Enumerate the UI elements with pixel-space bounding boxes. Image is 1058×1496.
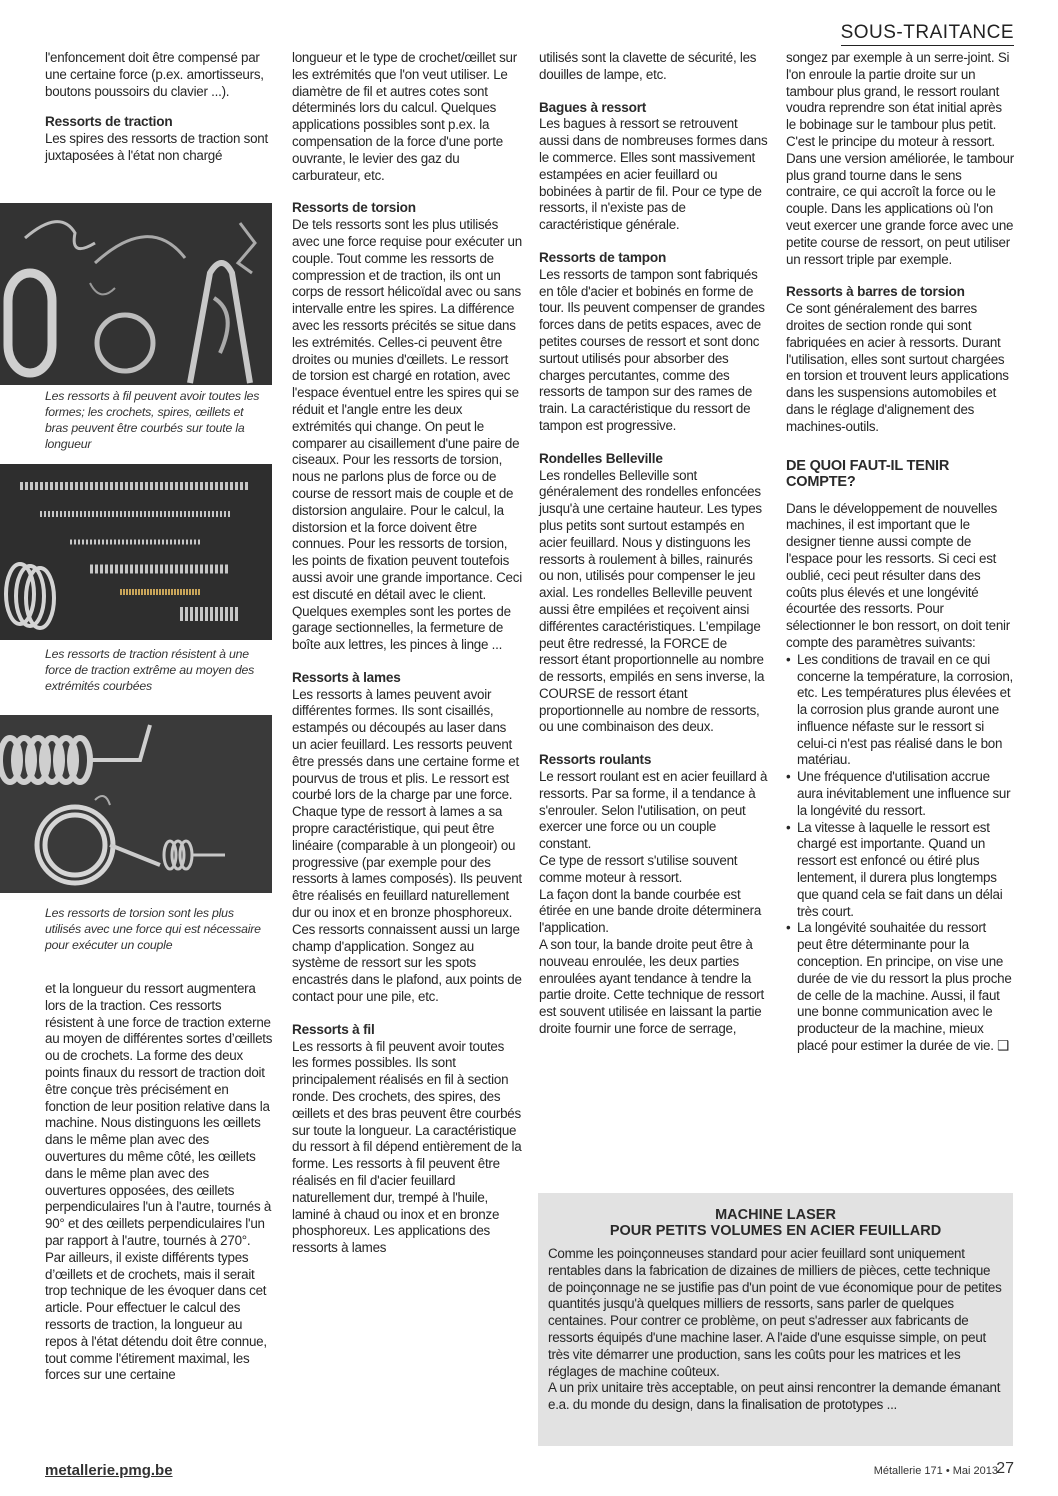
list-item: • La vitesse à laquelle le ressort est chargé est importante. Quand un ressort est enfoncé ou étiré plus lentement, il durera plus longtemps que quand cela se fait dans un délai très court.	[786, 820, 1014, 921]
paragraph: Les ressorts à fil peuvent avoir toutes les formes possibles. Ils sont principalement réalisés en fil à section ronde. Des crochets, des spires, des œillets et des bras peuvent être courbés sur toute la longueur. La caractéristique du ressort à fil dépend entièrement de la forme. Les ressorts à fil peuvent être réalisés en fil d'acier feuillard naturellement dur, trempé à l'huile, laminé à chaud ou inox et en bronze phosphoreux. Les applications des ressorts à lames	[292, 1038, 522, 1256]
paragraph: Ce sont généralement des barres droites de section ronde qui sont fabriquées en acier à ressorts. Durant l'utilisation, elles sont surtout chargées en torsion et trouvent leurs applications dans les suspensions automobiles et dans le réglage d'alignement des machines-outils.	[786, 301, 1009, 434]
paragraph: songez par exemple à un serre-joint. Si l'on enroule la partie droite sur un tambour plus grand, le ressort roulant voudra reprendre son état initial après le bobinage sur le tambour plus petit. C'est le principe du moteur à ressort. Dans une version améliorée, le tambour plus grand tourne dans le sens contraire, ce qui accroît la force ou le couple. Dans les applications où l'on veut exercer une grande force avec une petite course de ressort, on peut utiliser un ressort triple par exemple.	[786, 50, 1014, 267]
heading-fil: Ressorts à fil	[292, 1021, 375, 1037]
column-1-continued	[45, 981, 273, 1384]
paragraph: Les bagues à ressort se retrouvent aussi dans de nombreuses formes dans le commerce. Elles sont massivement estampées en acier feuillard ou bobinées à partir de fil. Pour ce type de ressorts, il n'existe pas de caractéristique générale.	[539, 116, 768, 233]
list-item: • Une fréquence d'utilisation accrue aura inévitablement une influence sur la longévité du ressort.	[786, 769, 1014, 819]
section-label: SOUS-TRAITANCE	[841, 22, 1014, 46]
heading-traction: Ressorts de traction	[45, 114, 173, 130]
heading-roulants: Ressorts roulants	[539, 752, 652, 768]
paragraph: Les spires des ressorts de traction sont juxtaposées à l'état non chargé	[45, 131, 268, 163]
sidebar-box-laser	[538, 1193, 1013, 1446]
caption-wire-springs: Les ressorts à fil peuvent avoir toutes les formes; les crochets, spires, œillets et bras peuvent être courbés sur toute la longueur	[45, 389, 260, 451]
paragraph: La façon dont la bande courbée est étirée en une bande droite déterminera l'application.	[539, 886, 762, 936]
paragraph: et la longueur du ressort augmentera lors de la traction. Ces ressorts résistent à une force de traction externe au moyen de différentes sortes d’œillets ou de crochets. La forme des deux points finaux du ressort de traction doit être conçue très précisément en fonction de leur position relative dans la machine. Nous distinguons les œillets dans le même plan avec des ouvertures du même côté, les œillets dans le même plan avec des ouvertures opposées, des œillets perpendiculaires l'un à l'autre, tournés à 90° et des œillets perpendiculaires l'un par rapport à l'autre, tournés à 270°. Par ailleurs, il existe différents types d’œillets et de crochets, mais il serait trop technique de les évoquer dans cet article. Pour effectuer le calcul des ressorts de traction, la longueur au repos à l'état détendu doit être connue, tout comme l'étirement maximal, les forces sur une certaine	[45, 981, 273, 1383]
heading-belleville: Rondelles Belleville	[539, 450, 663, 466]
paragraph: Les rondelles Belleville sont généralement des rondelles enfoncées jusqu'à une certaine hauteur. Les types plus petits sont surtout estampés en acier feuillard. Nous y distinguons les ressorts à roulement à billes, rainurés ou non, utilisés pour compenser le jeu axial. Les rondelles Belleville peuvent aussi être empilées et reçoivent ainsi différentes caractéristiques. L'empilage peut être redressé, la FORCE de ressort étant proportionnelle au nombre de ressorts, empilés en sens inverse, la COURSE de ressort étant proportionnelle au nombre de ressorts, ou une combinaison des deux.	[539, 467, 765, 735]
heading-torsion: Ressorts de torsion	[292, 200, 416, 216]
heading-tampon: Ressorts de tampon	[539, 249, 667, 265]
list-item: • La longévité souhaitée du ressort peut être déterminante pour la conception. En principe, on vise une durée de vie du ressort la plus proche de celle de la machine. Aussi, il faut une bonne communication avec le producteur de la machine, mieux placé pour estimer la durée de vie. ❑	[786, 920, 1014, 1054]
heading-bagues: Bagues à ressort	[539, 99, 647, 115]
box-title-line-1: MACHINE LASER	[715, 1207, 836, 1223]
paragraph: utilisés sont la clavette de sécurité, les douilles de lampe, etc.	[539, 50, 757, 82]
caption-extension-springs: Les ressorts de traction résistent à une force de traction extrême au moyen des extrémités courbées	[45, 647, 255, 693]
paragraph: De tels ressorts sont les plus utilisés avec une force requise pour exécuter un couple. Tout comme les ressorts de compression et de traction, ils ont un corps de ressort hélicoïdal avec ou sans intervalle entre les spires. La différence avec les ressorts précités se situe dans les extrémités. Celles-ci peuvent être droites ou munies d'œillets. Le ressort de torsion est chargé en rotation, avec l'espace éventuel entre les spires qui se réduit et l'angle entre les deux extrémités qui change. On peut le comparer au cisaillement d'une paire de ciseaux. Pour les ressorts de torsion, nous ne parlons plus de force ou de course de ressort mais de couple et de distorsion angulaire. Pour le calcul, la distorsion et la force doivent être connues. Pour les ressorts de torsion, les points de fixation peuvent toutefois aussi avoir une grande importance. Ceci est discuté en détail avec le client. Quelques exemples sont les portes de garage sectionnelles, la fermeture de boîte aux lettres, les pinces à linge ...	[292, 217, 522, 653]
box-paragraph: Comme les poinçonneuses standard pour acier feuillard sont uniquement rentables dans la fabrication de dizaines de milliers de pièces, cette technique de poinçonnage ne se justifie pas d'un point de vue économique pour de petites quantités jusqu'à quelques milliers de ressorts, sans parler de quelques centaines. Pour contrer ce problème, on peut s'adresser aux fabricants de ressorts équipés d'une machine laser. A l'aide d'une esquisse simple, on peut très vite démarrer une production, sans les coûts pour les matrices et les réglages de machine coûteux.	[548, 1246, 1002, 1379]
box-paragraph: A un prix unitaire très acceptable, on peut ainsi rencontrer la demande émanant e.a. du monde du design, dans la finalisation de prototypes ...	[548, 1380, 1001, 1413]
page-number: 27	[996, 1460, 1014, 1477]
caption-torsion-springs: Les ressorts de torsion sont les plus utilisés avec une force qui est nécessaire pour exécuter un couple	[45, 906, 261, 952]
footer-issue: Métallerie 171 • Mai 2013	[873, 1465, 998, 1477]
paragraph: longueur et le type de crochet/œillet sur les extrémités que l'on veut utiliser. Le diamètre de fil et autres cotes sont déterminés lors du calcul. Quelques applications possibles sont p.ex. la compensation de la force d'une porte ouvrante, le levier des gaz du carburateur, etc.	[292, 50, 517, 183]
paragraph: Dans le développement de nouvelles machines, il est important que le designer tienne aussi compte de l'espace pour les ressorts. Si ceci est oublié, ceci peut résulter dans des coûts plus élevés et une longévité écourtée des ressorts. Pour sélectionner le bon ressort, on doit tenir compte des paramètres suivants:	[786, 500, 1010, 650]
column-1	[45, 50, 273, 165]
paragraph: Les ressorts de tampon sont fabriqués en tôle d'acier et bobinés en forme de tour. Ils peuvent compenser de grandes forces dans de petits espaces, avec de petites courses de ressort et sont donc surtout utilisés pour absorber des charges percutantes, comme des ressorts de tampon sur des rames de train. La caractéristique du ressort de tampon est progressive.	[539, 266, 765, 433]
paragraph: Les ressorts à lames peuvent avoir différentes formes. Ils sont cisaillés, estampés ou découpés au laser dans un acier feuillard. Les ressorts peuvent être pressés dans une certaine forme et pourvus de trous et plis. Le ressort est courbé lors de la charge par une force. Chaque type de ressort à lames a sa propre caractéristique, qui peut être linéaire (comparable à un plongeoir) ou progressive (par exemple pour des ressorts à lames composés). Ils peuvent être réalisés en feuillard naturellement dur ou inox et en bronze phosphoreux. Ces ressorts connaissent aussi un large champ d'application. Songez au système de ressort sur les spots encastrés dans le plafond, aux points de contact pour une pile, etc.	[292, 686, 522, 1005]
paragraph: l'enfoncement doit être compensé par une certaine force (p.ex. amortisseurs, boutons poussoirs du clavier ...).	[45, 50, 264, 99]
footer-website-link[interactable]: metallerie.pmg.be	[45, 1462, 173, 1479]
column-2	[292, 50, 522, 1257]
box-title-line-2: POUR PETITS VOLUMES EN ACIER FEUILLARD	[609, 1223, 942, 1239]
paragraph: Ce type de ressort s'utilise souvent comme moteur à ressort.	[539, 853, 738, 885]
photo-wire-springs	[0, 203, 272, 385]
column-4	[786, 50, 1014, 1055]
paragraph: Le ressort roulant est en acier feuillard à ressorts. Par sa forme, il a tendance à s'enrouler. Selon l'utilisation, on peut exercer une force ou un couple constant.	[539, 769, 768, 852]
heading-barres: Ressorts à barres de torsion	[786, 284, 965, 300]
photo-torsion-springs	[0, 715, 272, 893]
bullet-list	[786, 652, 1014, 1055]
list-item: • Les conditions de travail en ce qui concerne la température, la corrosion, etc. Les températures plus élevées et la corrosion plus grande auront une influence néfaste sur le ressort si celui-ci n'est pas réalisé dans le bon matériau.	[786, 652, 1014, 770]
paragraph: A son tour, la bande droite peut être à nouveau enroulée, les deux parties enroulées ayant tendance à tendre la partie droite. Cette technique de ressort est souvent utilisée en laissant la partie droite fournir une force de serrage,	[539, 937, 764, 1037]
column-3	[539, 50, 769, 1038]
heading-quoi: DE QUOI FAUT-IL TENIR COMPTE?	[786, 457, 950, 491]
photo-extension-springs	[0, 464, 272, 640]
heading-lames: Ressorts à lames	[292, 669, 401, 685]
